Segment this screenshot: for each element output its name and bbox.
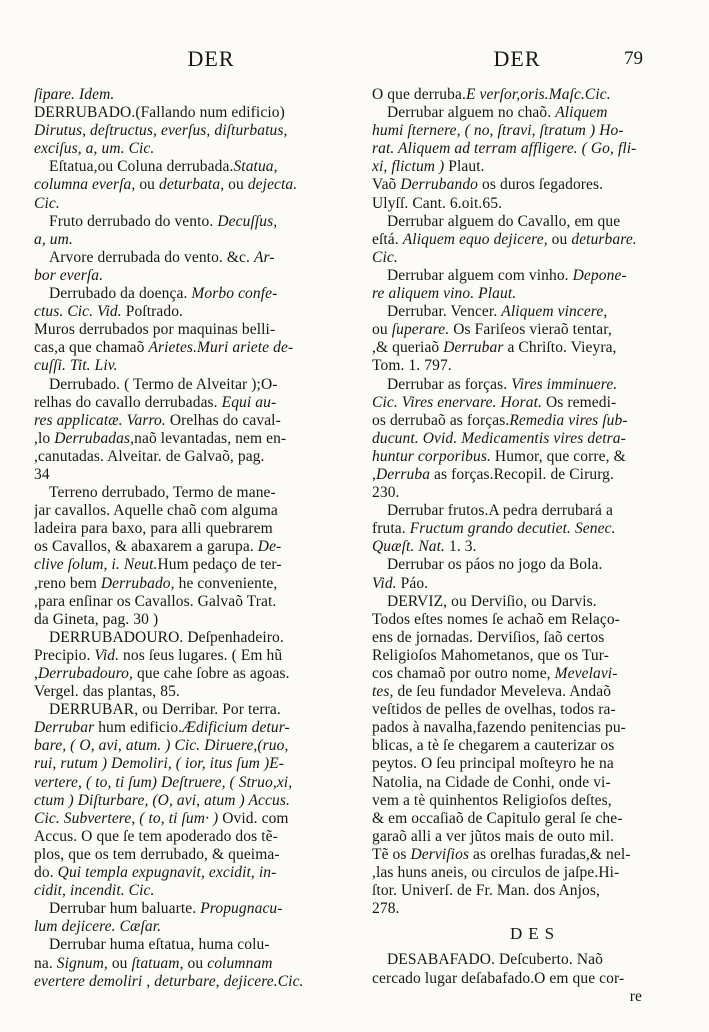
text-line [372,900,698,918]
text-line [372,140,698,158]
text-segment: vem a tè quinhentos Religioſos deſtes, [372,791,612,809]
text-line [372,249,698,267]
text-line [34,538,360,556]
text-segment: Quæſt. Nat. [372,538,446,556]
text-segment: garaõ alli a ver jũtos mais de outo mil. [372,827,615,845]
text-segment: exciſus, a, um. Cic. [34,140,155,158]
text-segment: Derrubar huma eſtatua, huma colu- [49,936,270,954]
text-line [34,864,360,882]
text-line [372,122,698,140]
text-segment: Fructum grando decutiet. Senec. [409,520,616,538]
text-line [372,792,698,810]
text-segment: ſtor. Univerſ. de Fr. Man. dos Anjos, [372,882,601,900]
text-line [372,104,698,122]
text-segment: a Chriſto. Vieyra, [503,339,617,357]
text-segment: Remedia vires ſub- [509,411,628,429]
text-segment: ou [107,954,132,972]
text-line [34,683,360,701]
page-number: 79 [624,48,643,69]
text-segment: DESABAFADO. Deſcuberto. Naõ [387,951,603,969]
text-segment: vertere, ( to, ti ſum) Deſtruere, ( Struo,xi, [34,773,293,791]
text-segment: Derrubar alguem no chaõ. [387,104,556,122]
text-segment: ,las huns aneis, ou circulos de jaſpe.Hi- [372,864,620,882]
text-segment: Vid. [94,646,120,664]
text-segment: DERRUBADOURO. Deſpenhadeiro. [49,628,284,646]
text-line [34,755,360,773]
text-line [34,394,360,412]
text-line [34,665,360,683]
text-segment: Aliquem equo dejicere, [402,230,548,248]
text-segment: as forças.Recopil. de Cirurg. [430,465,615,483]
text-line [34,973,360,991]
text-segment: do. [34,864,58,882]
text-segment: DERVIZ, ou Derviſio, ou Darvis. [387,592,597,610]
text-segment: xi, flictum ) [372,158,445,176]
text-segment: hum edificio. [94,719,183,737]
text-segment: Derrubadouro, [37,665,134,682]
text-segment: Arvore derrubada do vento. &c. [49,248,254,266]
text-segment: ou [183,954,208,972]
text-line [372,774,698,792]
text-segment: Qui templa expugnavit, excidit, in- [57,864,277,882]
text-line [372,951,698,969]
text-segment: re aliquem vino. Plaut. [372,285,517,303]
text-segment: Ovid. com [218,809,289,827]
text-segment: Derrubar [443,339,504,357]
text-line [372,629,698,647]
text-segment: Derrubar frutos.A pedra derrubará a [387,502,613,520]
text-segment: deturbata, [159,176,225,194]
text-segment: as orelhas furadas,& nel- [469,845,631,863]
text-segment: ctum ) Diſturbare, (O, avi, atum ) Accus. [34,791,290,809]
text-segment: bor everſa. [34,266,104,284]
text-line [34,86,360,104]
text-segment: Tom. 1. 797. [372,357,452,375]
text-line [372,176,698,194]
text-segment: Vires imminuere. [511,375,618,393]
text-segment: Derruba [375,465,431,483]
text-line [372,719,698,737]
text-line [372,882,698,900]
text-segment: Cic. [34,194,60,212]
text-line [34,140,360,158]
text-segment: que cahe ſobre as agoas. [133,665,290,682]
text-line [34,321,360,339]
text-segment: De- [257,538,282,556]
text-segment: os derrubaõ as forças. [372,411,510,429]
text-line [372,864,698,882]
text-line [34,502,360,520]
text-segment: Derrubado, [100,574,175,592]
text-segment: Vid. [372,574,397,592]
text-line [34,231,360,249]
column-left [34,86,360,1006]
text-segment: cuſſi. Tit. Liv. [34,357,118,375]
text-line [372,701,698,719]
text-line [372,970,698,988]
text-line [34,719,360,737]
text-segment: Derrubar as forças. [387,375,512,393]
text-line [372,285,698,303]
text-line [372,611,698,629]
text-line [372,484,698,502]
text-line [34,918,360,936]
text-segment: ,reno bem [34,574,101,592]
text-line [372,394,698,412]
text-segment: Derrubado. ( Termo de Alveitar );O- [49,375,278,393]
text-line [372,828,698,846]
text-segment: 1. 3. [445,538,477,556]
text-segment: relhas do cavallo derrubadas. [34,393,222,411]
text-segment: Ædificium detur- [182,719,290,737]
text-line [34,466,360,484]
text-segment: dejecta. [247,176,298,194]
text-segment: fruta. [372,520,410,538]
text-segment: Morbo confe- [191,285,278,303]
text-segment: Hum pedaço de ter- [157,556,282,574]
text-segment: , [372,465,376,483]
text-segment: res applicatæ. Varro. [34,411,166,429]
text-segment: Dirutus, deſtructus, everſus, diſturbatus, [34,122,288,140]
text-segment: Derrubar os páos no jogo da Bola. [387,556,603,574]
text-line [372,357,698,375]
text-line [34,556,360,574]
text-line [372,321,698,339]
text-segment: clive ſolum, i. Neut. [34,556,158,574]
text-segment: Religioſos Mahometanos, que os Tur- [372,646,609,664]
page-header [34,46,699,86]
text-line [372,846,698,864]
text-segment: os duros ſegadores. [478,176,604,194]
text-segment: ,& queriaõ [372,339,444,357]
text-line [34,357,360,375]
text-line [372,86,698,104]
text-line [34,104,360,122]
text-line [372,593,698,611]
text-segment: evertere demoliri , deturbare, dejicere.Cic. [34,972,304,990]
text-segment: columnam [207,954,273,972]
text-segment: , [34,665,38,682]
text-segment: rat. Aliquem ad terram affligere. ( Go, fli- [372,140,637,158]
text-segment: humi ſternere, ( no, ſtravi, ſtratum ) Ho- [372,122,624,140]
text-segment: ou [135,176,160,194]
text-line [372,683,698,701]
text-segment: huntur corporibus. [372,447,491,465]
section-heading: DES [509,924,561,944]
text-line [34,267,360,285]
text-segment: peytos. O ſeu principal moſteyro he na [372,755,614,773]
text-segment: lum dejicere. Cæſar. [34,918,162,936]
text-segment: DERRUBAR, ou Derribar. Por terra. [49,701,281,719]
text-segment: Aliquem vincere, [501,303,608,321]
text-line [372,195,698,213]
text-line [34,213,360,231]
text-segment: Plaut. [444,158,485,176]
text-segment: Accus. O que ſe tem apoderado dos tẽ- [34,827,278,845]
text-line [34,339,360,357]
text-segment: Cic. [372,248,398,266]
text-line [372,737,698,755]
text-segment: Derviſios [410,845,470,863]
text-segment: Todos eſtes nomes ſe achaõ em Relaço- [372,610,620,628]
text-line [34,376,360,394]
text-segment: Natolia, na Cidade de Conhi, onde vi- [372,773,611,791]
text-segment: ladeira para baxo, para alli quebrarem [34,520,273,538]
text-segment: ctus. Cic. Vid. [34,303,122,321]
text-segment: Derrubando [400,176,479,194]
text-segment: DERRUBADO.(Fallando num edificio) [34,104,285,122]
text-segment: Propugnacu- [200,900,283,918]
text-segment: Mevelavi- [554,665,618,682]
text-segment: Muros derrubados por maquinas belli- [34,321,276,339]
running-title-left: DER [187,46,235,71]
text-line [34,448,360,466]
text-line [34,412,360,430]
text-segment: Derrubar. Vencer. [387,303,502,321]
text-line [34,303,360,321]
text-columns [34,86,699,1006]
text-line [34,593,360,611]
text-segment: de ſeu fundador Meveleva. Andaõ [393,683,612,701]
text-segment: 34 [34,465,50,483]
text-segment: tes, [372,683,394,701]
text-segment: os Cavallos, & abaxarem a garupa. [34,538,258,556]
text-segment: Vergel. das plantas, 85. [34,683,180,701]
column-right [372,86,698,1006]
text-line [372,520,698,538]
text-segment: Os remedi- [542,393,617,411]
text-segment: ducunt. Ovid. Medicamentis vires detra- [372,429,626,447]
text-segment: Tẽ os [372,845,411,863]
text-segment: cos chamaõ por outro nome, [372,665,555,682]
text-line [34,249,360,267]
text-segment: E verſor,oris.Maſc.Cic. [465,86,611,103]
text-line [372,556,698,574]
text-segment: bare, ( O, avi, atum. ) Cic. Diruere,(ruo, [34,737,289,755]
text-segment: ou [224,176,248,194]
text-line [372,810,698,828]
text-segment: eſtá. [372,230,403,248]
text-line [34,936,360,954]
text-segment: ens de jornadas. Derviſios, ſaõ certos [372,628,605,646]
text-line [372,213,698,231]
text-line [372,448,698,466]
text-line [372,538,698,556]
text-segment: Vaõ [372,176,401,194]
text-line [372,502,698,520]
text-segment: Aliquem [555,104,608,122]
text-segment: Equi au- [221,393,277,411]
text-line [372,158,698,176]
text-segment: Derrubar hum baluarte. [49,900,201,918]
text-line [34,701,360,719]
text-segment: Precipio. [34,646,95,664]
text-line [34,647,360,665]
text-line [34,611,360,629]
text-line [34,737,360,755]
text-segment: Derrubado da doença. [49,285,192,303]
text-segment: cidit, incendit. Cic. [34,882,155,900]
text-segment: Cic. Vires enervare. Horat. [372,393,543,411]
text-segment: naõ levantadas, nem en- [134,429,287,447]
text-segment: jar cavallos. Aquelle chaõ com alguma [34,502,278,520]
text-segment: Derrubar alguem do Cavallo, em que [387,212,621,230]
text-segment: pados à navalha,fazendo penitencias pu- [372,719,626,737]
text-line [372,376,698,394]
text-segment: Decuſſus, [217,212,278,230]
text-segment: ,para enſinar os Cavallos. Galvaõ Trat. [34,592,277,610]
running-title-right: DER [493,46,541,71]
text-line [34,792,360,810]
text-segment: ſuperare. [391,321,450,339]
text-segment: Páo. [396,574,429,592]
text-line [372,575,698,593]
text-line [34,810,360,828]
text-line [34,575,360,593]
text-segment: columna everſa, [34,176,136,194]
text-line [34,285,360,303]
text-segment: Derrubadas, [54,429,135,447]
text-segment: na. [34,954,57,972]
text-segment: & em occaſiaõ de Capitulo geral ſe che- [372,809,623,827]
text-line [372,665,698,683]
text-segment: Orelhas do caval- [165,411,281,429]
text-segment: 278. [372,900,400,918]
text-segment: deturbare. [571,230,637,248]
text-line [372,430,698,448]
text-segment: Ar- [253,248,275,266]
text-segment: Arietes.Muri ariete de- [148,339,294,357]
text-line [34,882,360,900]
text-line [372,412,698,430]
text-segment: ou [372,321,392,339]
text-segment: rui, rutum ) Demoliri, ( ior, itus ſum )E- [34,755,285,773]
text-line [34,176,360,194]
text-segment: Terreno derrubado, Termo de mane- [49,484,276,502]
text-line [34,629,360,647]
text-segment: plos, que os tem derrubado, & queima- [34,845,280,863]
text-segment: Signum, [56,954,108,972]
text-segment: Eſtatua,ou Coluna derrubada. [49,158,234,176]
text-line [34,195,360,213]
text-line [34,846,360,864]
text-segment: da Gineta, pag. 30 ) [34,610,159,628]
text-segment: blicas, a tè ſe chegarem a cauterizar os [372,737,615,755]
text-segment: Ulyſſ. Cant. 6.oit.65. [372,194,503,212]
text-segment: Cic. Subvertere, ( to, ti ſum· ) [34,809,219,827]
text-segment: cercado lugar deſabafado.O em que cor- [372,969,625,987]
text-segment: nos ſeus lugares. ( Em hũ [119,646,283,664]
text-line [372,231,698,249]
text-segment: Fruto derrubado do vento. [49,212,218,230]
text-segment: veſtidos de pelles de ovelhas, todos ra- [372,701,616,719]
text-segment: ou [547,230,572,248]
text-line [372,267,698,285]
text-segment: Humor, que corre, & [490,447,626,465]
catchword: re [629,987,642,1005]
text-line [34,774,360,792]
text-segment: ſipare. Idem. [34,86,115,103]
text-line [372,755,698,773]
text-segment: Derrubar [34,719,95,737]
text-line [34,430,360,448]
text-line [34,900,360,918]
text-segment: cas,a que chamaõ [34,339,149,357]
text-segment: O que derruba. [372,86,466,103]
text-segment: Os Fariſeos vieraõ tentar, [449,321,612,339]
text-segment: Depone- [572,266,627,284]
text-line [34,520,360,538]
text-segment: ,lo [34,429,55,447]
text-line [34,122,360,140]
text-line [34,158,360,176]
text-line [372,647,698,665]
text-segment: Poſtrado. [121,303,184,321]
text-segment: Statua, [233,158,278,176]
text-line [372,339,698,357]
text-line [372,303,698,321]
text-segment: he conveniente, [174,574,278,592]
text-line [34,955,360,973]
text-segment: ,canutadas. Alveitar. de Galvaõ, pag. [34,447,265,465]
text-line [34,484,360,502]
text-segment: 230. [372,484,400,502]
text-segment: ſtatuam, [131,954,184,972]
text-line [34,828,360,846]
text-line [372,466,698,484]
text-segment: Derrubar alguem com vinho. [387,266,573,284]
text-segment: a, um. [34,230,73,248]
